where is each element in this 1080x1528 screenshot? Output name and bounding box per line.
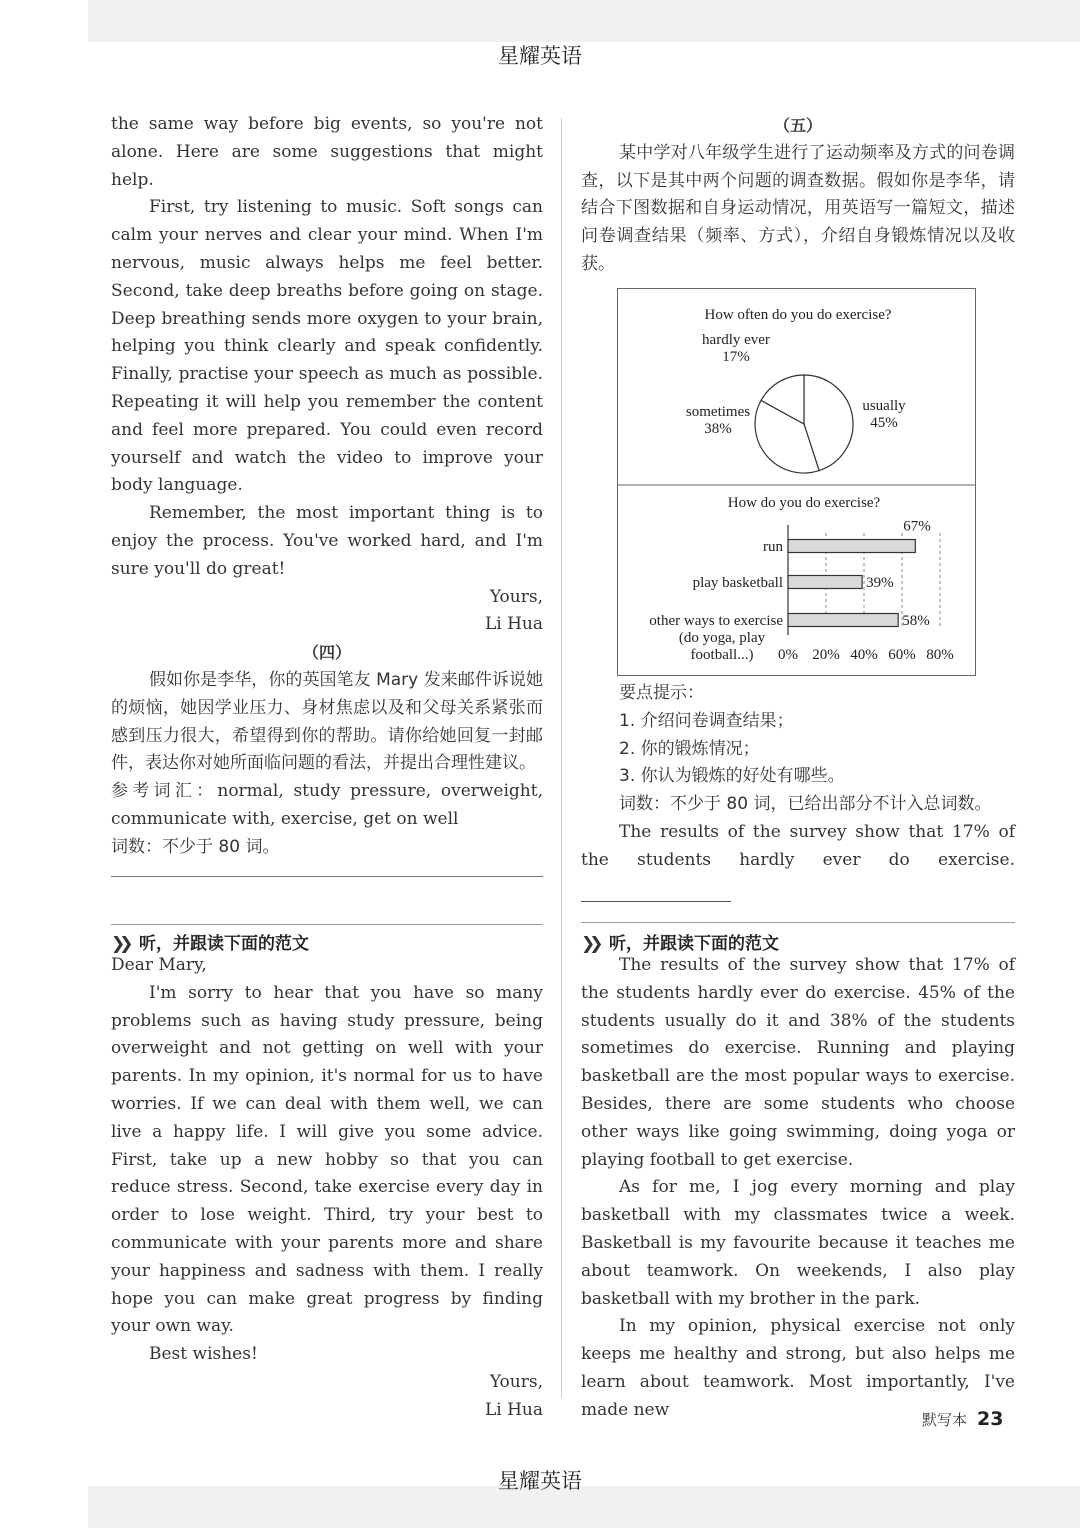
pie-label-0: usually xyxy=(862,398,906,414)
letter-closing: Yours, xyxy=(489,586,543,607)
bar-category-label-2: football...) xyxy=(690,647,754,663)
bar-value-label-0: 67% xyxy=(903,518,931,535)
task-prompt: 某中学对八年级学生进行了运动频率及方式的问卷调查，以下是其中两个问题的调查数据。假如你是李华，请结合下图数据和自身运动情况，用英语写一篇短文，描述问卷调查结果（频率、方式），介绍自身锻炼情况以及收获。 xyxy=(581,142,1015,274)
left-column xyxy=(111,111,543,862)
model-paragraph: I'm sorry to hear that you have so many problems such as having study pressure, being overweight and not getting on well with your parents. In my opinion, it's normal for us to have worries. If we can deal with them well, we can live a happy life. I will give you some advice. First, take up a new hobby so that you can reduce stress. Second, take exercise every day in order to lose weight. Third, try your best to communicate with your parents more and share your happiness and sadness with them. I really hope you can make great progress by finding your own way. xyxy=(111,982,543,1337)
letter-signature: Li Hua xyxy=(484,1399,543,1420)
starter-sentence: The results of the survey show that 17% of the students hardly ever do exercise. xyxy=(581,819,1015,902)
bar-category-label-0: run xyxy=(763,539,783,555)
bar-category-label-1: play basketball xyxy=(692,575,783,591)
letter-paragraph: the same way before big events, so you're not alone. Here are some suggestions that might help. xyxy=(111,114,543,190)
right-column xyxy=(581,112,1015,279)
right-tips xyxy=(581,680,1015,902)
bar-category-label-2: (do yoga, play xyxy=(678,630,766,646)
bar-x-tick: 40% xyxy=(850,647,878,663)
brand-footer: 星耀英语 xyxy=(498,1469,582,1493)
pie-label-1: sometimes xyxy=(685,404,751,420)
top-band xyxy=(88,0,1080,42)
section-heading: ❯❯ 听，并跟读下面的范文 xyxy=(581,934,779,954)
bar-value-label-1: 39% xyxy=(866,575,894,591)
letter-signature: Li Hua xyxy=(484,614,543,635)
word-count: 词数：不少于 80 词。 xyxy=(111,836,280,857)
task-heading: （五） xyxy=(773,116,822,135)
tip-item: 3. 你认为锻炼的好处有哪些。 xyxy=(619,766,845,787)
section-rule xyxy=(581,922,1015,923)
section-heading: ❯❯ 听，并跟读下面的范文 xyxy=(111,934,309,954)
bar-value-label-2: 58% xyxy=(902,613,930,629)
footer-label: 默写本 xyxy=(922,1411,968,1429)
section-rule xyxy=(111,924,543,925)
model-paragraph: The results of the survey show that 17% of the students hardly ever do exercise. 45% of the students usually do it and 38% of the students sometimes do exercise. Running and playing basketball are the most popular ways to exercise. Besides, there are some students who choose other ways like going swimming, doing yoga or playing football to get exercise. xyxy=(581,955,1015,1170)
double-chevron-icon: ❯❯ xyxy=(111,934,128,954)
page-number: 23 xyxy=(977,1408,1004,1430)
double-chevron-icon: ❯❯ xyxy=(581,934,598,954)
bar-2 xyxy=(788,614,898,627)
bar-title: How do you do exercise? xyxy=(727,495,881,511)
bar-x-tick: 20% xyxy=(812,647,840,663)
bar-x-tick: 60% xyxy=(888,647,916,663)
bar-chart xyxy=(649,519,953,664)
tip-item: 1. 介绍问卷调查结果； xyxy=(619,710,794,731)
task-heading: （四） xyxy=(302,643,351,663)
brand-header: 星耀英语 xyxy=(498,44,582,68)
pie-chart xyxy=(686,332,906,473)
letter-paragraph: Remember, the most important thing is to enjoy the process. You've worked hard, and I'm sure you'll do great! xyxy=(111,503,543,579)
page-footer xyxy=(922,1408,1003,1430)
letter-greeting: Dear Mary, xyxy=(111,955,207,975)
bar-x-tick: 80% xyxy=(926,647,954,663)
letter-wishes: Best wishes! xyxy=(149,1344,258,1365)
task-prompt: 假如你是李华，你的英国笔友 Mary 发来邮件诉说她的烦恼，她因学业压力、身材焦虑以及和父母关系紧张而感到压力很大，希望得到你的帮助。请你给她回复一封邮件，表达你对她所面临问题的看法，并提出合理性建议。 xyxy=(111,669,543,774)
pie-value-label-2: 17% xyxy=(722,349,750,365)
bar-1 xyxy=(788,576,862,589)
tip-item: 2. 你的锻炼情况； xyxy=(619,738,760,759)
bar-category-label-2: other ways to exercise xyxy=(649,613,783,629)
pie-value-label-0: 45% xyxy=(870,415,898,431)
left-model-section xyxy=(111,932,543,1425)
chart-canvas xyxy=(618,289,975,675)
word-count: 词数：不少于 80 词，已给出部分不计入总词数。 xyxy=(619,794,992,815)
pie-value-label-1: 38% xyxy=(704,421,732,437)
model-paragraph: In my opinion, physical exercise not only keeps me healthy and strong, but also helps me learn about teamwork. Most importantly, I've made new xyxy=(581,1316,1015,1420)
letter-paragraph: First, try listening to music. Soft songs can calm your nerves and clear your mind. When I'm nervous, music always helps me feel better. Second, take deep breaths before going on stage. Deep breathing sends more oxygen to your brain, helping you think clearly and speak confidently. Finally, practise your speech as much as possible. Repeating it will help you remember the content and feel more prepared. You could even record yourself and watch the video to improve your body language. xyxy=(111,197,543,496)
answer-blank xyxy=(581,885,731,902)
tips-title: 要点提示： xyxy=(619,683,704,703)
bar-0 xyxy=(788,540,915,553)
vocab-reference: 参考词汇：normal, study pressure, overweight, communicate with, exercise, get on well xyxy=(111,781,543,829)
answer-line xyxy=(111,876,543,877)
survey-chart xyxy=(617,288,976,676)
column-divider xyxy=(561,118,562,1398)
pie-label-2: hardly ever xyxy=(702,332,770,348)
model-paragraph: As for me, I jog every morning and play basketball with my classmates twice a week. Basketball is my favourite because it teaches me about teamwork. On weekends, I also play basketball with my brother in the park. xyxy=(581,1177,1015,1309)
letter-closing: Yours, xyxy=(489,1371,543,1392)
right-model-section xyxy=(581,932,1015,1425)
pie-title: How often do you do exercise? xyxy=(704,307,892,323)
bar-x-tick: 0% xyxy=(778,647,798,663)
